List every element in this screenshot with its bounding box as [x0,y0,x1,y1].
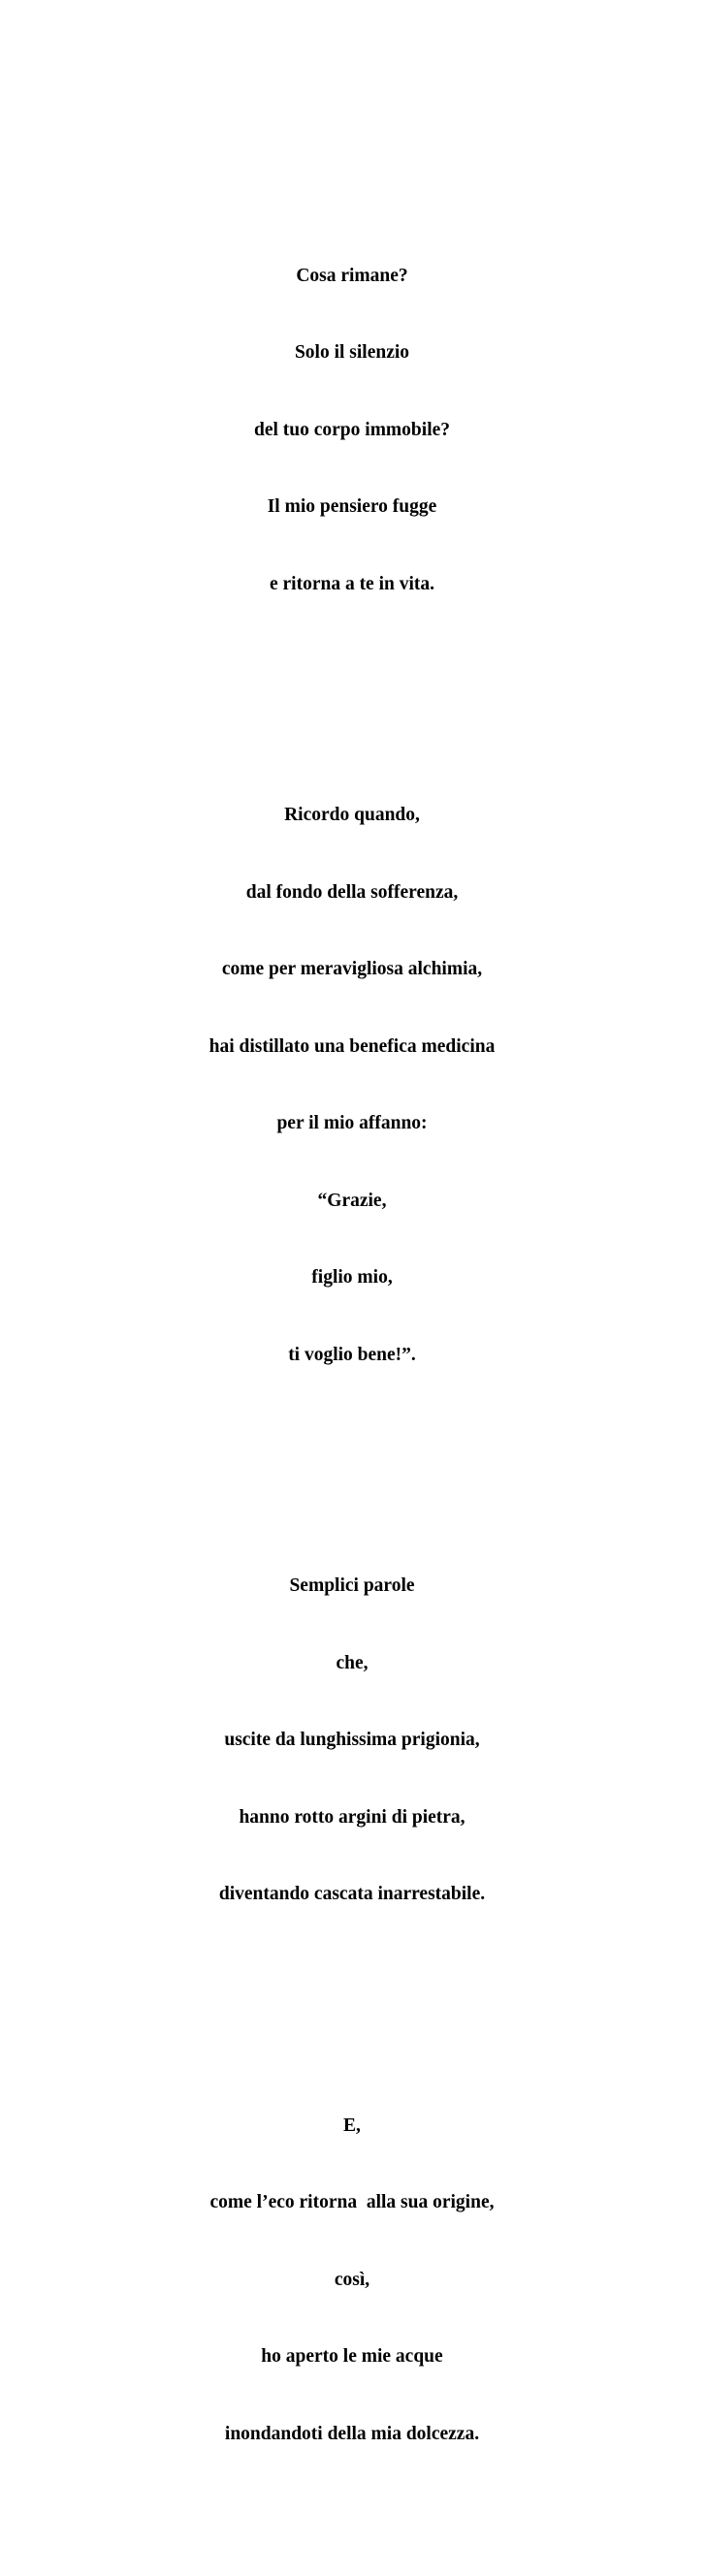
poem-line: così, [334,2269,370,2290]
poem-line: hanno rotto argini di pietra, [239,1806,465,1828]
poem-line: come per meravigliosa alchimia, [221,959,483,979]
poem-line: che, [336,1652,369,1673]
poem-line: Ricordo quando, [284,805,420,825]
poem-line: uscite da lunghissima prigionia, [224,1730,480,1750]
poem-line: Solo il silenzio [294,342,410,363]
poem-line: e ritorna a te in vita. [269,573,435,594]
stanza-4 [184,2062,520,2499]
poem-line: ho aperto le mie acque [261,2346,443,2367]
poem-line: del tuo corpo immobile? [253,419,451,440]
poem-line: Il mio pensiero fugge [267,496,437,517]
poem-line: ti voglio bene!”. [288,1344,416,1365]
poem-line: E, [343,2115,361,2136]
poem-line: inondandoti della mia dolcezza. [224,2423,480,2444]
stanza-1 [184,212,520,650]
poem-line: “Grazie, [317,1190,387,1211]
poem-line: come l’eco ritorna alla sua origine, [209,2192,495,2212]
poem-line: hai distillato una benefica medicina [209,1035,496,1057]
poem-line: diventando cascata inarrestabile. [218,1884,486,1904]
poem-line: Semplici parole [289,1575,415,1596]
poem-line: dal fondo della sofferenza, [245,881,459,903]
stanza-3 [184,1522,520,1959]
poem-line: figlio mio, [311,1267,393,1288]
poem [184,135,520,2576]
stanza-2 [184,751,520,1419]
poem-line: per il mio affanno: [276,1113,428,1133]
poem-line: Cosa rimane? [296,265,408,286]
